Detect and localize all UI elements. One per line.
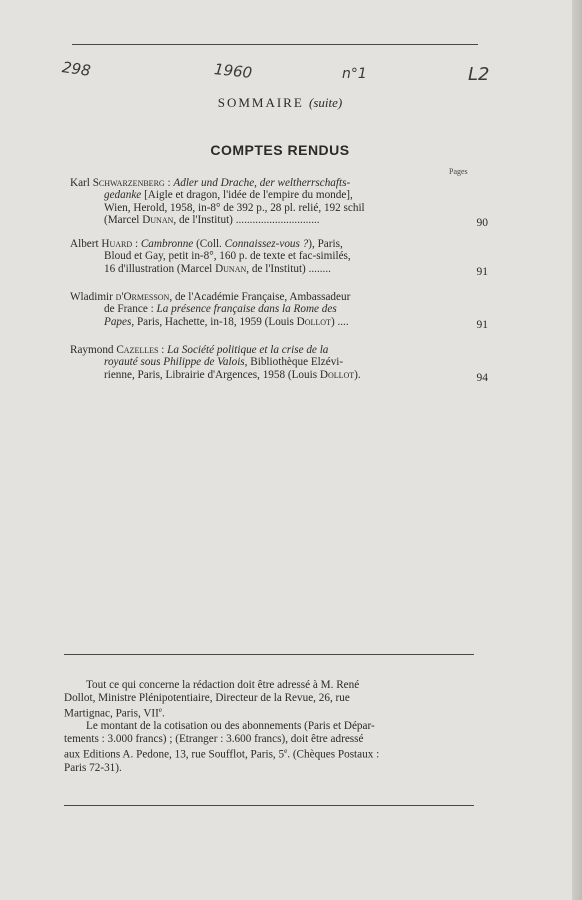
section-heading: COMPTES RENDUS — [210, 142, 350, 158]
entry-page-number: 91 — [476, 319, 488, 331]
entry-line: Wien, Herold, 1958, in-8° de 392 p., 28 pl. relié, 192 schil — [104, 201, 365, 214]
entry-line: Albert Huard : Cambronne (Coll. Connaissez-vous ?), Paris, — [70, 238, 343, 250]
sommaire-heading — [0, 95, 560, 111]
footer-line: tements : 3.000 francs) ; (Etranger : 3.600 francs), doit être adressé — [64, 732, 364, 745]
handwritten-issue: n°1 — [342, 66, 367, 82]
entry-line: 16 d'illustration (Marcel Dunan, de l'Institut) ........ — [104, 262, 331, 275]
footer-line: Paris 72-31). — [64, 761, 122, 774]
entry-line: (Marcel Dunan, de l'Institut) .............................. — [104, 214, 320, 227]
entry-line: Karl Schwarzenberg : Adler und Drache, der weltherrschafts- — [70, 177, 351, 189]
entry-ormesson — [70, 291, 440, 328]
entry-schwarzenberg — [70, 177, 440, 227]
handwritten-year: 1960 — [213, 60, 254, 82]
footer-top-rule — [64, 654, 474, 655]
entry-line: de France : La présence française dans la Rome des — [104, 303, 337, 316]
footer-line: aux Editions A. Pedone, 13, rue Soufflot, Paris, 5e. (Chèques Postaux : — [64, 747, 380, 761]
footer-line: Le montant de la cotisation ou des abonnements (Paris et Dépar- — [86, 720, 375, 732]
entry-page-number: 90 — [476, 217, 488, 229]
author-name: Schwarzenberg — [92, 177, 165, 189]
page-edge — [572, 0, 582, 900]
entry-line: royauté sous Philippe de Valois, Bibliothèque Elzévi- — [104, 356, 344, 369]
entry-line: Papes, Paris, Hachette, in-18, 1959 (Louis Dollot) .... — [104, 315, 349, 328]
handwritten-page-number: 298 — [60, 58, 92, 80]
entry-cazelles — [70, 344, 440, 381]
footer-bottom-rule — [64, 805, 474, 806]
entry-page-number: 94 — [476, 372, 488, 384]
entry-huard — [70, 238, 440, 275]
entry-line: gedanke [Aigle et dragon, l'idée de l'empire du monde], — [104, 189, 353, 202]
entry-line: rienne, Paris, Librairie d'Argences, 1958 (Louis Dollot). — [104, 368, 361, 381]
entry-line: Bloud et Gay, petit in-8°, 160 p. de texte et fac-similés, — [104, 250, 351, 263]
footer-line: Martignac, Paris, VIIe. — [64, 706, 165, 720]
entry-page-number: 91 — [476, 266, 488, 278]
entry-line: Raymond Cazelles : La Société politique et la crise de la — [70, 344, 329, 356]
sommaire-suite: (suite) — [309, 95, 343, 110]
footer-line: Tout ce qui concerne la rédaction doit être adressé à M. René — [86, 679, 360, 691]
top-rule — [72, 44, 478, 45]
pages-label: Pages — [449, 167, 468, 176]
footer-line: Dollot, Ministre Plénipotentiaire, Directeur de la Revue, 26, rue — [64, 691, 350, 704]
handwritten-code: L2 — [468, 64, 490, 85]
footer-subscription — [64, 720, 474, 774]
footer-editorial — [64, 679, 474, 721]
entry-line: Wladimir d'Ormesson, de l'Académie Française, Ambassadeur — [70, 291, 351, 303]
sommaire-title: SOMMAIRE — [217, 95, 304, 110]
